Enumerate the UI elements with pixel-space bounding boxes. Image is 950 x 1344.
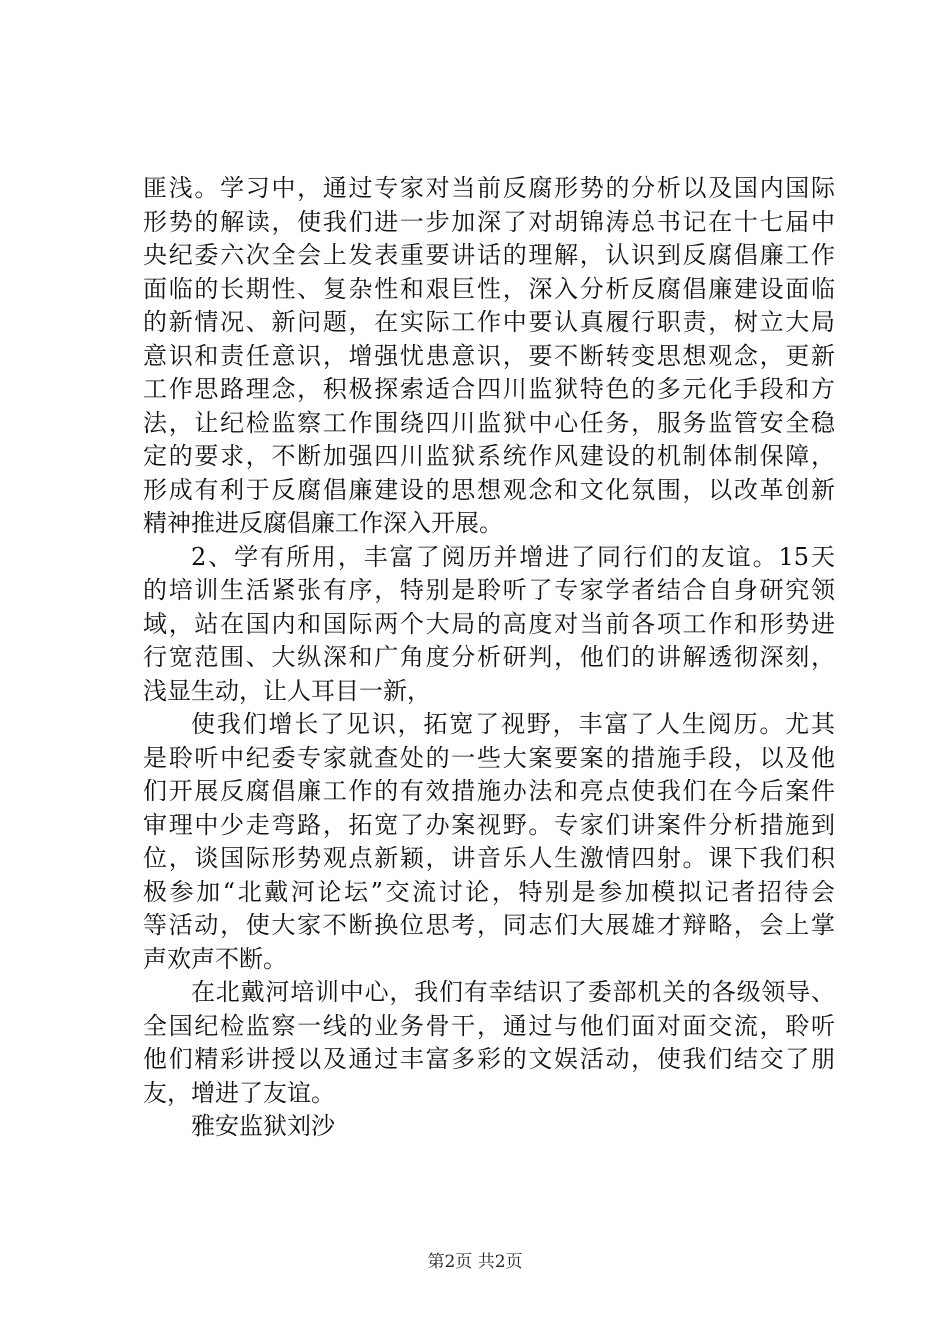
text-line: 他们精彩讲授以及通过丰富多彩的文娱活动，使我们结交了朋 (143, 1045, 835, 1073)
text-line: 审理中少走弯路，拓宽了办案视野。专家们讲案件分析措施到 (143, 810, 835, 839)
text-line: 域，站在国内和国际两个大局的高度对当前各项工作和形势进 (143, 609, 835, 638)
text-line: 工作思路理念，积极探索适合四川监狱特色的多元化手段和方 (143, 375, 835, 403)
text-line: 使我们增长了见识，拓宽了视野，丰富了人生阅历。尤其 (191, 710, 835, 738)
text-line: 定的要求，不断加强四川监狱系统作风建设的机制体制保障， (143, 442, 835, 470)
text-line: 形成有利于反腐倡廉建设的思想观念和文化氛围，以改革创新 (143, 475, 835, 504)
text-line: 2、学有所用，丰富了阅历并增进了同行们的友谊。15天 (191, 542, 835, 571)
text-line: 们开展反腐倡廉工作的有效措施办法和亮点使我们在今后案件 (143, 777, 835, 805)
text-line: 央纪委六次全会上发表重要讲话的理解，认识到反腐倡廉工作 (143, 241, 835, 269)
text-line: 等活动，使大家不断换位思考，同志们大展雄才辩略，会上掌 (143, 911, 835, 939)
text-line: 浅显生动，让人耳目一新， (143, 676, 431, 705)
text-line: 的培训生活紧张有序，特别是聆听了专家学者结合自身研究领 (143, 576, 835, 604)
text-line: 的新情况、新问题，在实际工作中要认真履行职责，树立大局 (143, 308, 835, 336)
text-line: 是聆听中纪委专家就查处的一些大案要案的措施手段，以及他 (143, 743, 835, 772)
text-line: 友，增进了友谊。 (143, 1078, 335, 1107)
text-line: 行宽范围、大纵深和广角度分析研判，他们的讲解透彻深刻， (143, 643, 835, 671)
document-body (143, 172, 835, 1144)
text-line: 精神推进反腐倡廉工作深入开展。 (143, 509, 503, 537)
text-line: 声欢声不断。 (143, 944, 287, 973)
text-line: 位，谈国际形势观点新颖，讲音乐人生激情四射。课下我们积 (143, 844, 835, 872)
text-line: 法，让纪检监察工作围绕四川监狱中心任务，服务监管安全稳 (143, 408, 835, 437)
text-line: 形势的解读，使我们进一步加深了对胡锦涛总书记在十七届中 (143, 207, 835, 236)
text-line: 意识和责任意识，增强忧患意识，要不断转变思想观念，更新 (143, 341, 835, 370)
signature-line: 雅安监狱刘沙 (191, 1112, 335, 1140)
text-line: 极参加“北戴河论坛”交流讨论，特别是参加模拟记者招待会 (143, 877, 835, 906)
text-line: 匪浅。学习中，通过专家对当前反腐形势的分析以及国内国际 (143, 174, 835, 202)
page-number-footer: 第2页 共2页 (427, 1252, 523, 1272)
text-line: 在北戴河培训中心，我们有幸结识了委部机关的各级领导、 (191, 978, 835, 1006)
text-line: 全国纪检监察一线的业务骨干，通过与他们面对面交流，聆听 (143, 1011, 835, 1040)
text-line: 面临的长期性、复杂性和艰巨性，深入分析反腐倡廉建设面临 (143, 274, 835, 303)
